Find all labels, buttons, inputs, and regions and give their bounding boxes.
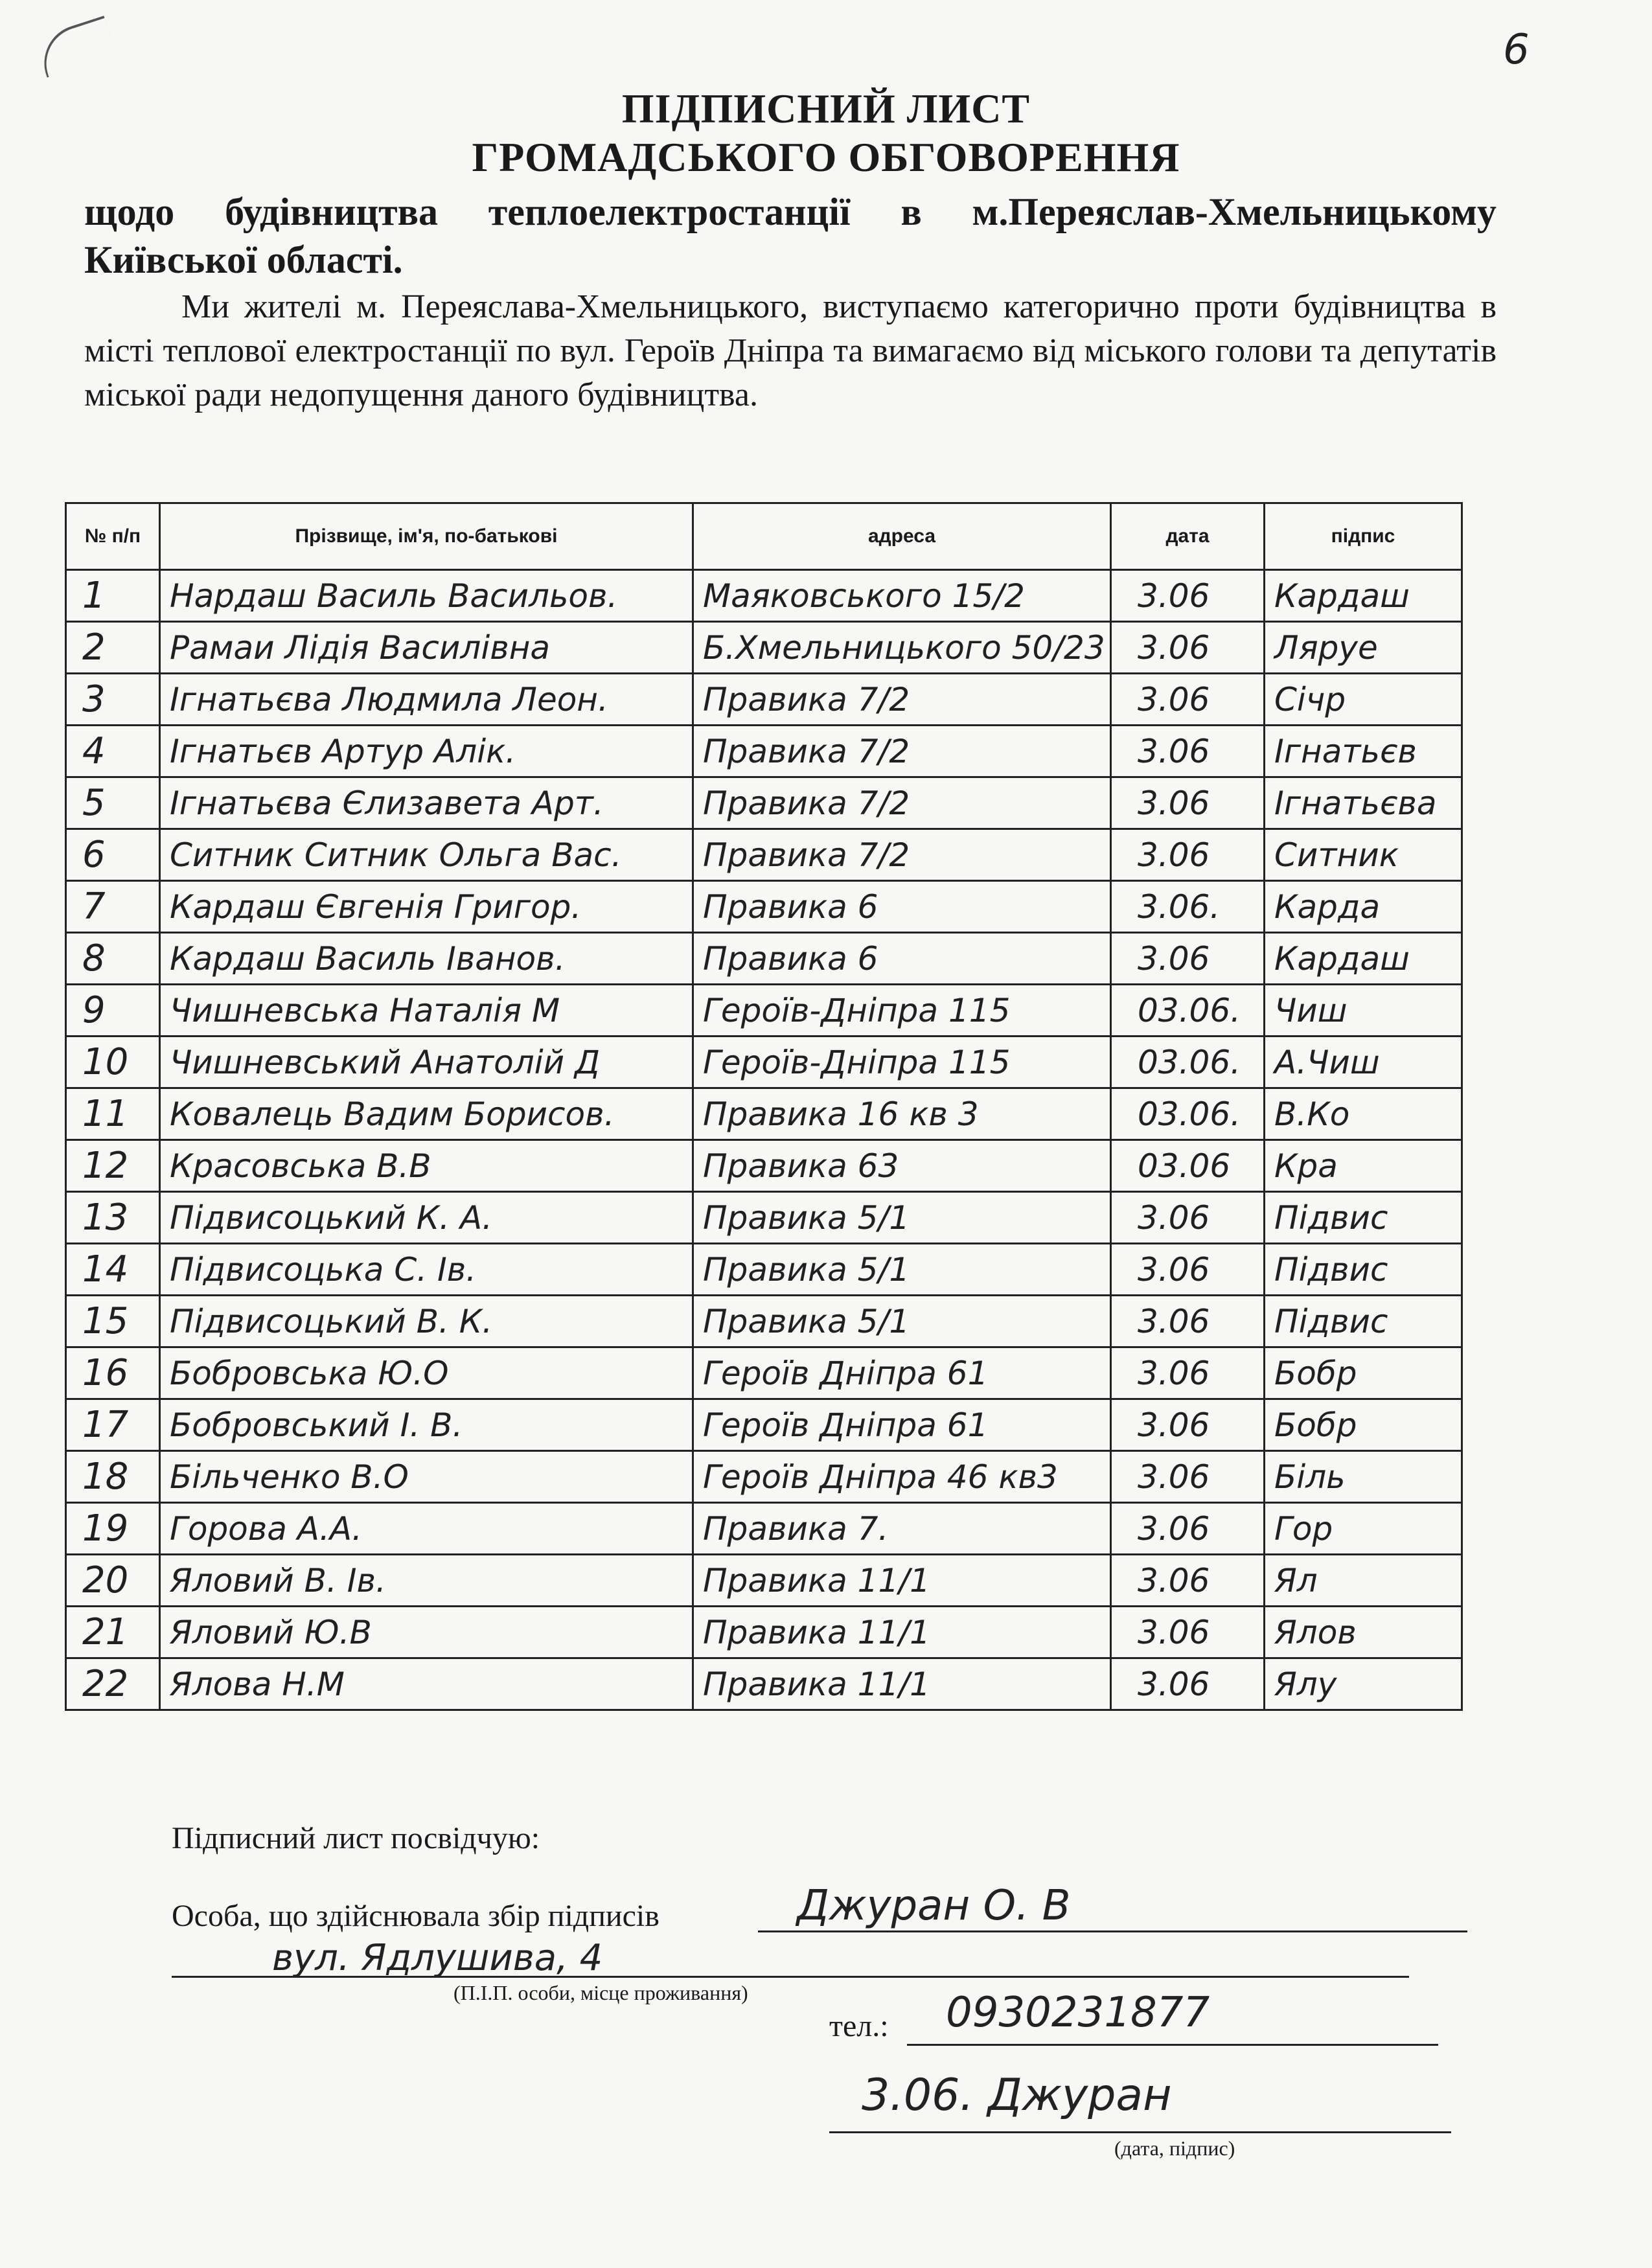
table-row xyxy=(66,674,1462,726)
row-date: 03.06 xyxy=(1111,1140,1265,1192)
row-date: 3.06 xyxy=(1111,622,1265,674)
date-signature: 3.06. Джуран xyxy=(862,2070,1172,2121)
row-name: Бобровська Ю.О xyxy=(160,1347,693,1399)
table-row xyxy=(66,1503,1462,1555)
row-address: Героїв-Дніпра 115 xyxy=(693,985,1111,1037)
table-row xyxy=(66,622,1462,674)
row-signature: Підвис xyxy=(1265,1244,1462,1296)
row-name: Ялова Н.М xyxy=(160,1658,693,1710)
row-num: 8 xyxy=(66,933,160,985)
row-signature: Кардаш xyxy=(1265,570,1462,622)
table-row xyxy=(66,777,1462,829)
header-num: № п/п xyxy=(66,503,160,570)
row-date: 3.06 xyxy=(1111,570,1265,622)
table-row xyxy=(66,1088,1462,1140)
row-date: 3.06 xyxy=(1111,1658,1265,1710)
phone-value: 0930231877 xyxy=(946,1989,1210,2037)
row-signature: Ялов xyxy=(1265,1607,1462,1658)
date-signature-line xyxy=(829,2131,1451,2133)
table-row xyxy=(66,1244,1462,1296)
row-address: Правика 5/1 xyxy=(693,1244,1111,1296)
table-row xyxy=(66,1658,1462,1710)
table-row xyxy=(66,1192,1462,1244)
row-address: Правика 63 xyxy=(693,1140,1111,1192)
row-signature: Ляруе xyxy=(1265,622,1462,674)
row-signature: Ялу xyxy=(1265,1658,1462,1710)
row-signature: Ігнатьєва xyxy=(1265,777,1462,829)
row-address: Правика 16 кв 3 xyxy=(693,1088,1111,1140)
table-row xyxy=(66,829,1462,881)
row-address: Героїв Дніпра 61 xyxy=(693,1347,1111,1399)
collector-label: Особа, що здійснювала збір підписів xyxy=(172,1899,660,1933)
row-address: Правика 11/1 xyxy=(693,1607,1111,1658)
row-name: Чишневський Анатолій Д xyxy=(160,1037,693,1088)
certify-label: Підписний лист посвідчую: xyxy=(172,1821,540,1855)
row-name: Кардаш Євгенія Григор. xyxy=(160,881,693,933)
row-address: Правика 7. xyxy=(693,1503,1111,1555)
row-date: 3.06 xyxy=(1111,726,1265,777)
row-signature: Ял xyxy=(1265,1555,1462,1607)
table-row xyxy=(66,933,1462,985)
row-signature: Ігнатьєв xyxy=(1265,726,1462,777)
row-num: 22 xyxy=(66,1658,160,1710)
row-date: 3.06. xyxy=(1111,881,1265,933)
header-date: дата xyxy=(1111,503,1265,570)
table-row xyxy=(66,1296,1462,1347)
row-name: Горова А.А. xyxy=(160,1503,693,1555)
table-row xyxy=(66,1399,1462,1451)
row-date: 03.06. xyxy=(1111,1088,1265,1140)
row-date: 3.06 xyxy=(1111,1347,1265,1399)
row-name: Підвисоцька С. Ів. xyxy=(160,1244,693,1296)
row-signature: Бобр xyxy=(1265,1399,1462,1451)
document-subtitle: щодо будівництва теплоелектростанції в м.Переяслав-Хмельницькому Київської області. xyxy=(84,190,1497,281)
row-signature: Підвис xyxy=(1265,1192,1462,1244)
row-num: 15 xyxy=(66,1296,160,1347)
row-num: 2 xyxy=(66,622,160,674)
row-num: 20 xyxy=(66,1555,160,1607)
row-signature: Біль xyxy=(1265,1451,1462,1503)
table-row xyxy=(66,726,1462,777)
row-date: 3.06 xyxy=(1111,777,1265,829)
page-number: 6 xyxy=(1503,26,1530,74)
table-row xyxy=(66,985,1462,1037)
row-address: Правика 7/2 xyxy=(693,829,1111,881)
row-num: 21 xyxy=(66,1607,160,1658)
row-name: Більченко В.О xyxy=(160,1451,693,1503)
row-date: 3.06 xyxy=(1111,1192,1265,1244)
row-address: Правика 11/1 xyxy=(693,1555,1111,1607)
row-date: 3.06 xyxy=(1111,933,1265,985)
row-name: Яловий Ю.В xyxy=(160,1607,693,1658)
table-row xyxy=(66,570,1462,622)
row-name: Підвисоцький К. А. xyxy=(160,1192,693,1244)
row-address: Правика 5/1 xyxy=(693,1296,1111,1347)
row-address: Б.Хмельницького 50/23 xyxy=(693,622,1111,674)
collector-name-line xyxy=(758,1930,1467,1932)
row-address: Правика 5/1 xyxy=(693,1192,1111,1244)
document-title-line-1: ПІДПИСНИЙ ЛИСТ xyxy=(621,86,1031,132)
row-name: Ігнатьєва Єлизавета Арт. xyxy=(160,777,693,829)
table-row xyxy=(66,1607,1462,1658)
row-name: Кардаш Василь Іванов. xyxy=(160,933,693,985)
row-date: 3.06 xyxy=(1111,1555,1265,1607)
row-address: Правика 7/2 xyxy=(693,777,1111,829)
row-address: Правика 11/1 xyxy=(693,1658,1111,1710)
row-name: Ковалець Вадим Борисов. xyxy=(160,1088,693,1140)
signature-table xyxy=(65,502,1463,1711)
row-signature: Ситник xyxy=(1265,829,1462,881)
table-row xyxy=(66,1037,1462,1088)
row-address: Героїв-Дніпра 115 xyxy=(693,1037,1111,1088)
row-name: Рамаи Лідія Василівна xyxy=(160,622,693,674)
row-num: 7 xyxy=(66,881,160,933)
row-date: 3.06 xyxy=(1111,1451,1265,1503)
row-date: 3.06 xyxy=(1111,829,1265,881)
row-signature: Карда xyxy=(1265,881,1462,933)
row-num: 14 xyxy=(66,1244,160,1296)
row-address: Правика 6 xyxy=(693,933,1111,985)
row-address: Правика 7/2 xyxy=(693,674,1111,726)
row-num: 12 xyxy=(66,1140,160,1192)
table-body xyxy=(66,570,1462,1710)
row-address: Героїв Дніпра 46 кв3 xyxy=(693,1451,1111,1503)
row-name: Красовська В.В xyxy=(160,1140,693,1192)
row-num: 9 xyxy=(66,985,160,1037)
row-name: Ігнатьєва Людмила Леон. xyxy=(160,674,693,726)
row-num: 13 xyxy=(66,1192,160,1244)
row-address: Маяковського 15/2 xyxy=(693,570,1111,622)
table-row xyxy=(66,1140,1462,1192)
row-address: Героїв Дніпра 61 xyxy=(693,1399,1111,1451)
corner-pen-mark xyxy=(34,16,117,78)
row-signature: Кра xyxy=(1265,1140,1462,1192)
row-num: 17 xyxy=(66,1399,160,1451)
row-num: 5 xyxy=(66,777,160,829)
collector-address: вул. Ядлушива, 4 xyxy=(272,1937,603,1979)
row-num: 18 xyxy=(66,1451,160,1503)
row-date: 3.06 xyxy=(1111,1244,1265,1296)
row-date: 3.06 xyxy=(1111,674,1265,726)
row-signature: Січр xyxy=(1265,674,1462,726)
row-signature: Підвис xyxy=(1265,1296,1462,1347)
collector-name: Джуран О. В xyxy=(797,1882,1071,1930)
row-name: Бобровський І. В. xyxy=(160,1399,693,1451)
row-signature: Кардаш xyxy=(1265,933,1462,985)
row-signature: Чиш xyxy=(1265,985,1462,1037)
header-signature: підпис xyxy=(1265,503,1462,570)
row-date: 3.06 xyxy=(1111,1607,1265,1658)
row-name: Яловий В. Ів. xyxy=(160,1555,693,1607)
row-signature: Бобр xyxy=(1265,1347,1462,1399)
row-name: Чишневська Наталія М xyxy=(160,985,693,1037)
row-date: 3.06 xyxy=(1111,1296,1265,1347)
row-num: 4 xyxy=(66,726,160,777)
row-name: Нардаш Василь Васильов. xyxy=(160,570,693,622)
header-name: Прізвище, ім'я, по-батькові xyxy=(160,503,693,570)
table-row xyxy=(66,1347,1462,1399)
row-address: Правика 6 xyxy=(693,881,1111,933)
row-name: Підвисоцький В. К. xyxy=(160,1296,693,1347)
phone-label: тел.: xyxy=(829,2009,889,2043)
row-name: Ігнатьєв Артур Алік. xyxy=(160,726,693,777)
header-address: адреса xyxy=(693,503,1111,570)
row-num: 16 xyxy=(66,1347,160,1399)
row-date: 3.06 xyxy=(1111,1399,1265,1451)
date-caption: (дата, підпис) xyxy=(1114,2136,1235,2160)
row-num: 10 xyxy=(66,1037,160,1088)
phone-line xyxy=(907,2044,1438,2046)
row-address: Правика 7/2 xyxy=(693,726,1111,777)
row-name: Ситник Ситник Ольга Вас. xyxy=(160,829,693,881)
row-date: 03.06. xyxy=(1111,1037,1265,1088)
person-caption: (П.І.П. особи, місце проживання) xyxy=(453,1981,748,2004)
table-row xyxy=(66,1555,1462,1607)
row-num: 6 xyxy=(66,829,160,881)
row-signature: А.Чиш xyxy=(1265,1037,1462,1088)
row-num: 1 xyxy=(66,570,160,622)
row-signature: Гор xyxy=(1265,1503,1462,1555)
document-title-line-2: ГРОМАДСЬКОГО ОБГОВОРЕННЯ xyxy=(472,134,1180,180)
table-row xyxy=(66,1451,1462,1503)
row-date: 3.06 xyxy=(1111,1503,1265,1555)
intro-paragraph: Ми жителі м. Переяслава-Хмельницького, виступаємо категорично проти будівництва в місті теплової електростанції по вул. Героїв Дніпра та вимагаємо від міського голови та депутатів міської ради недопущення даного будівництва. xyxy=(84,288,1497,413)
row-num: 3 xyxy=(66,674,160,726)
row-num: 11 xyxy=(66,1088,160,1140)
table-header-row xyxy=(66,503,1462,570)
row-date: 03.06. xyxy=(1111,985,1265,1037)
row-signature: В.Ко xyxy=(1265,1088,1462,1140)
table-row xyxy=(66,881,1462,933)
row-num: 19 xyxy=(66,1503,160,1555)
